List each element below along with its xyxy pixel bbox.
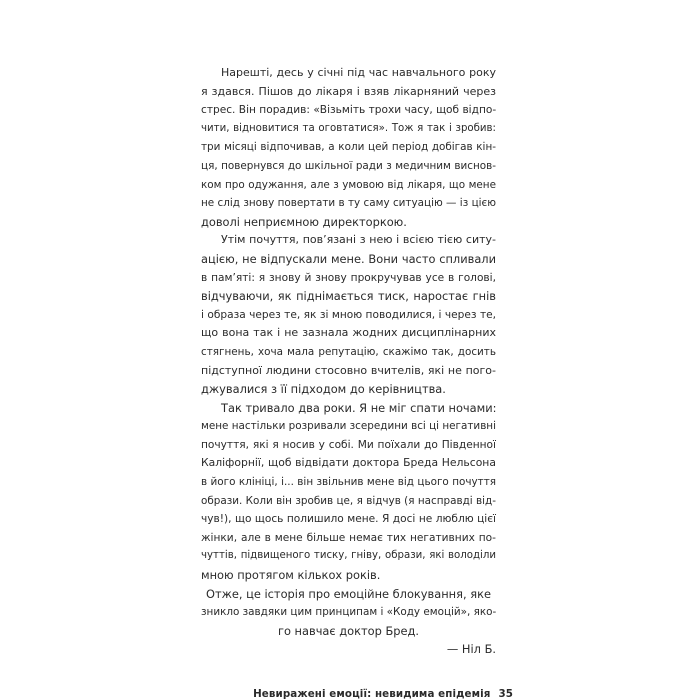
paragraph-1	[201, 64, 496, 231]
text-line: Так тривало два роки. Я не міг спати ночами:	[221, 400, 497, 415]
paragraph-4	[201, 585, 496, 641]
text-line: го навчає доктор Бред.	[277, 623, 420, 638]
paragraph-3	[201, 399, 496, 585]
text-line: стрес. Він порадив: «Візьміть трохи часу, щоб відпо-	[201, 104, 497, 117]
text-line: я здався. Пішов до лікаря і взяв лікарняний через	[201, 84, 496, 98]
text-line: в його клініці, і... він звільнив мене від цього почуття	[201, 476, 496, 489]
text-line: образи. Коли він зробив це, я відчув (я насправді від-	[201, 494, 496, 507]
text-line: підступної людини стосовно вчителів, які не пого-	[201, 363, 496, 377]
text-line: зникло завдяки цим принципам і «Коду емоцій», яко-	[201, 606, 497, 619]
text-line: ацією, не відпускали мене. Вони часто спливали	[201, 251, 496, 266]
text-line: доволі неприємною директоркою.	[201, 214, 407, 229]
text-line: Отже, це історія про емоційне блокування, яке	[206, 586, 491, 601]
text-line: і образа через те, як зі мною поводилися, і через те,	[201, 308, 496, 321]
text-line: чув!), що щось полишило мене. Я досі не люблю цієї	[201, 513, 496, 526]
page-number: 35	[498, 688, 513, 700]
text-line: мене настільки розривали зсередини всі ці негативні	[201, 420, 496, 433]
text-line: джувалися з її підходом до керівництва.	[201, 382, 446, 397]
text-line: ця, повернувся до шкільної ради з медичним виснов-	[201, 159, 496, 172]
page-footer	[0, 688, 513, 700]
signature: — Ніл Б.	[446, 642, 496, 657]
text-line: чити, відновитися та оговтатися». Тож я так і зробив:	[201, 122, 496, 134]
text-line: ком про одужання, але з умовою від лікаря, що мене	[201, 178, 496, 191]
text-line: в пам’яті: я знову й знову прокручував усе в голові,	[201, 271, 496, 284]
text-line: Нарешті, десь у січні під час навчального року	[221, 66, 496, 79]
text-line: жінки, але в мене більше немає тих негативних по-	[201, 531, 496, 544]
text-line: мною протягом кількох років.	[201, 568, 381, 583]
body-text	[201, 64, 496, 659]
text-line: що вона так і не зазнала жодних дисциплінарних	[201, 326, 496, 340]
text-line: не слід знову повертати в ту саму ситуацію — із цією	[201, 197, 496, 210]
text-line: відчуваючи, як піднімається тиск, наростає гнів	[201, 289, 496, 304]
text-line: Утім почуття, пов’язані з нею і всією тією ситу-	[221, 233, 496, 247]
text-line: три місяці відпочивав, а коли цей період добігав кін-	[201, 141, 496, 154]
text-line: чуттів, підвищеного тиску, гніву, образи, які володіли	[201, 550, 496, 562]
text-line: почуття, які я носив у собі. Ми поїхали до Південної	[201, 438, 496, 451]
text-line: стягнень, хоча мала репутацію, скажімо так, досить	[201, 345, 496, 358]
running-title: Невиражені емоції: невидима епідемія	[253, 688, 491, 700]
text-line: Каліфорнії, щоб відвідати доктора Бреда Нельсона	[201, 456, 496, 470]
paragraph-2	[201, 231, 496, 398]
